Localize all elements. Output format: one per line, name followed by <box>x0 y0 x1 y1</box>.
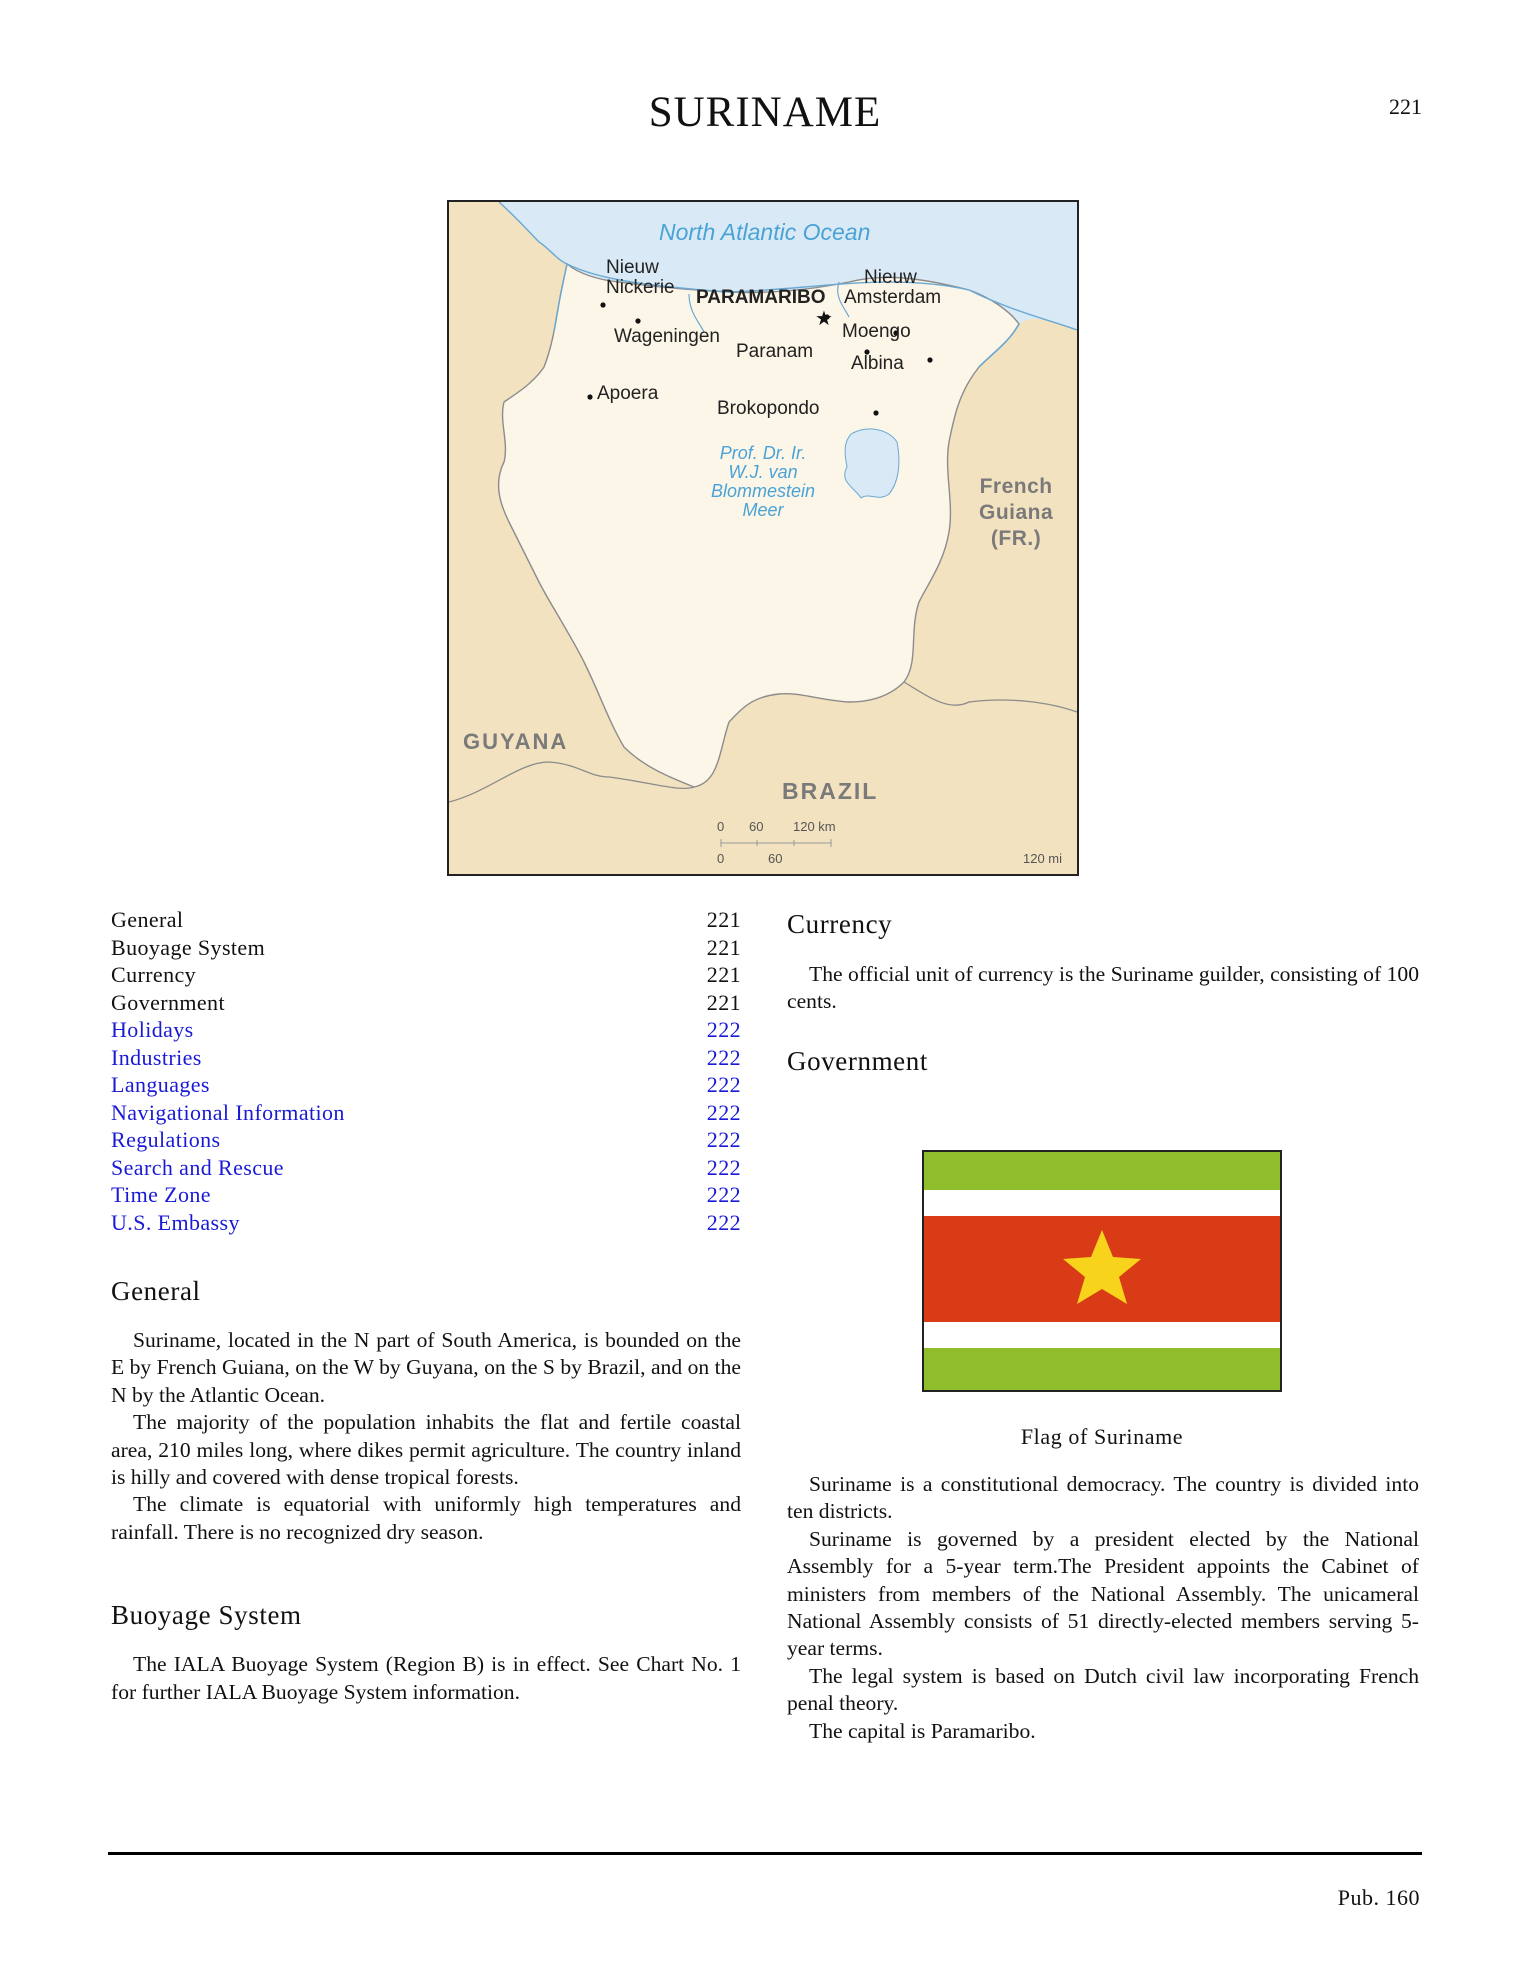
section-body-government <box>787 1471 1419 1745</box>
ocean-label: North Atlantic Ocean <box>659 219 871 245</box>
page-number: 221 <box>1389 94 1422 119</box>
city-label-line: Nickerie <box>606 276 675 298</box>
city-label-line: Amsterdam <box>844 286 942 308</box>
paragraph: The IALA Buoyage System (Region B) is in effect. See Chart No. 1 for further IALA Buoyage System information. <box>111 1652 741 1704</box>
lake-label-line: Blommestein <box>711 480 816 501</box>
lake-label-line: W.J. van <box>728 461 798 482</box>
toc-page: 221 <box>706 934 741 960</box>
scale-mi-60: 60 <box>768 851 783 866</box>
capital-star-icon: ★ <box>815 308 833 330</box>
toc-page[interactable]: 222 <box>706 1099 741 1125</box>
toc-link-us-embassy[interactable] <box>111 1209 741 1237</box>
section-heading-government: Government <box>787 1045 928 1076</box>
city-label-brokopondo: Brokopondo <box>717 398 820 419</box>
toc-link-search-and-rescue[interactable] <box>111 1154 741 1182</box>
paragraph: Suriname is governed by a president elected by the National Assembly for a 5-year term.The President appoints the Cabinet of ministers from members of the National Assembly. The unicameral National Assembly consists of 51 directly-elected members serving 5-year terms. <box>787 1526 1419 1661</box>
country-label-brazil: BRAZIL <box>782 778 879 804</box>
section-heading-buoyage-system: Buoyage System <box>111 1600 302 1631</box>
toc-label[interactable]: U.S. Embassy <box>111 1209 240 1235</box>
left-column <box>111 906 741 1706</box>
city-label-line: Nieuw <box>864 267 917 288</box>
paragraph: The majority of the population inhabits the flat and fertile coastal area, 210 miles long, where dikes permit agriculture. The country inland is hilly and covered with dense tropical forests. <box>111 1410 741 1490</box>
scale-mi-0: 0 <box>717 851 725 866</box>
toc-label: General <box>111 907 184 932</box>
toc-page: 221 <box>706 962 741 987</box>
toc-link-regulations[interactable] <box>111 1126 741 1154</box>
toc-page[interactable]: 222 <box>706 1127 741 1152</box>
country-label-line: French <box>979 475 1053 498</box>
toc-item-currency <box>111 961 741 989</box>
flag-of-suriname <box>922 1150 1282 1392</box>
scale-km-120: 120 km <box>793 819 836 834</box>
flag-caption: Flag of Suriname <box>1020 1424 1184 1449</box>
toc-label[interactable]: Industries <box>111 1044 202 1070</box>
city-label-nieuw-nickerie <box>606 258 675 298</box>
city-label-apoera: Apoera <box>597 383 659 404</box>
section-heading-currency: Currency <box>787 909 893 939</box>
section-body-buoyage-system <box>111 1651 741 1706</box>
paragraph: The official unit of currency is the Suriname guilder, consisting of 100 cents. <box>787 962 1419 1014</box>
toc-page[interactable]: 222 <box>706 1154 741 1180</box>
right-column <box>787 906 1419 1077</box>
scale-mi-120: 120 mi <box>1023 851 1063 866</box>
table-of-contents <box>111 906 741 1236</box>
lake-label <box>711 444 815 520</box>
toc-page[interactable]: 222 <box>706 1017 741 1042</box>
publication-label: Pub. 160 <box>1337 1885 1420 1910</box>
toc-label[interactable]: Languages <box>111 1072 210 1097</box>
toc-label[interactable]: Regulations <box>111 1127 221 1152</box>
city-label-line: Nieuw <box>606 257 659 278</box>
toc-link-holidays[interactable] <box>111 1016 741 1044</box>
toc-label[interactable]: Navigational Information <box>111 1099 345 1125</box>
section-body-general <box>111 1327 741 1546</box>
toc-label[interactable]: Search and Rescue <box>111 1154 284 1180</box>
suriname-map <box>447 200 1079 876</box>
toc-item-buoyage-system <box>111 934 741 962</box>
city-label-nieuw-amsterdam <box>844 268 941 308</box>
paragraph: The climate is equatorial with uniformly high temperatures and rainfall. There is no recognized dry season. <box>111 1492 741 1544</box>
toc-link-time-zone[interactable] <box>111 1181 741 1209</box>
section-heading-general: General <box>111 1276 201 1306</box>
country-label-line: Guiana <box>979 501 1054 524</box>
toc-page: 221 <box>706 907 741 932</box>
suriname-flag-icon <box>924 1152 1280 1390</box>
page-title: SURINAME <box>648 89 882 136</box>
toc-item-general <box>111 906 741 934</box>
paragraph: The capital is Paramaribo. <box>809 1718 1036 1743</box>
city-label-albina: Albina <box>851 353 904 374</box>
toc-page[interactable]: 222 <box>706 1072 741 1097</box>
toc-link-navigational-information[interactable] <box>111 1099 741 1127</box>
paragraph: Suriname, located in the N part of South America, is bounded on the E by French Guiana, on the W by Guyana, on the S by Brazil, and on the N by the Atlantic Ocean. <box>111 1328 741 1407</box>
toc-page[interactable]: 222 <box>706 1044 741 1070</box>
section-body-currency <box>787 961 1419 1016</box>
toc-item-government <box>111 989 741 1017</box>
toc-page[interactable]: 222 <box>706 1209 741 1235</box>
country-label-guyana: GUYANA <box>463 729 569 754</box>
lake-label-line: Prof. Dr. Ir. <box>719 443 807 463</box>
lake-label-line: Meer <box>742 499 784 520</box>
footer-divider <box>108 1852 1422 1855</box>
country-label-french-guiana <box>979 474 1053 552</box>
scale-km-0: 0 <box>717 819 725 834</box>
city-label-wageningen: Wageningen <box>614 326 720 347</box>
paragraph: Suriname is a constitutional democracy. The country is divided into ten districts. <box>787 1472 1419 1524</box>
toc-label: Currency <box>111 962 197 987</box>
country-label-line: (FR.) <box>990 527 1042 550</box>
city-label-paranam: Paranam <box>736 341 814 362</box>
toc-label: Government <box>111 989 225 1015</box>
toc-label[interactable]: Holidays <box>111 1017 194 1042</box>
scale-km-60: 60 <box>749 819 764 834</box>
toc-link-industries[interactable] <box>111 1044 741 1072</box>
toc-link-languages[interactable] <box>111 1071 741 1099</box>
city-label-moengo: Moengo <box>842 321 911 342</box>
toc-label: Buoyage System <box>111 934 266 960</box>
toc-label[interactable]: Time Zone <box>111 1182 211 1207</box>
capital-label: PARAMARIBO <box>696 287 826 308</box>
toc-page: 221 <box>706 989 741 1015</box>
paragraph: The legal system is based on Dutch civil law incorporating French penal theory. <box>787 1663 1419 1716</box>
toc-page[interactable]: 222 <box>706 1182 741 1207</box>
